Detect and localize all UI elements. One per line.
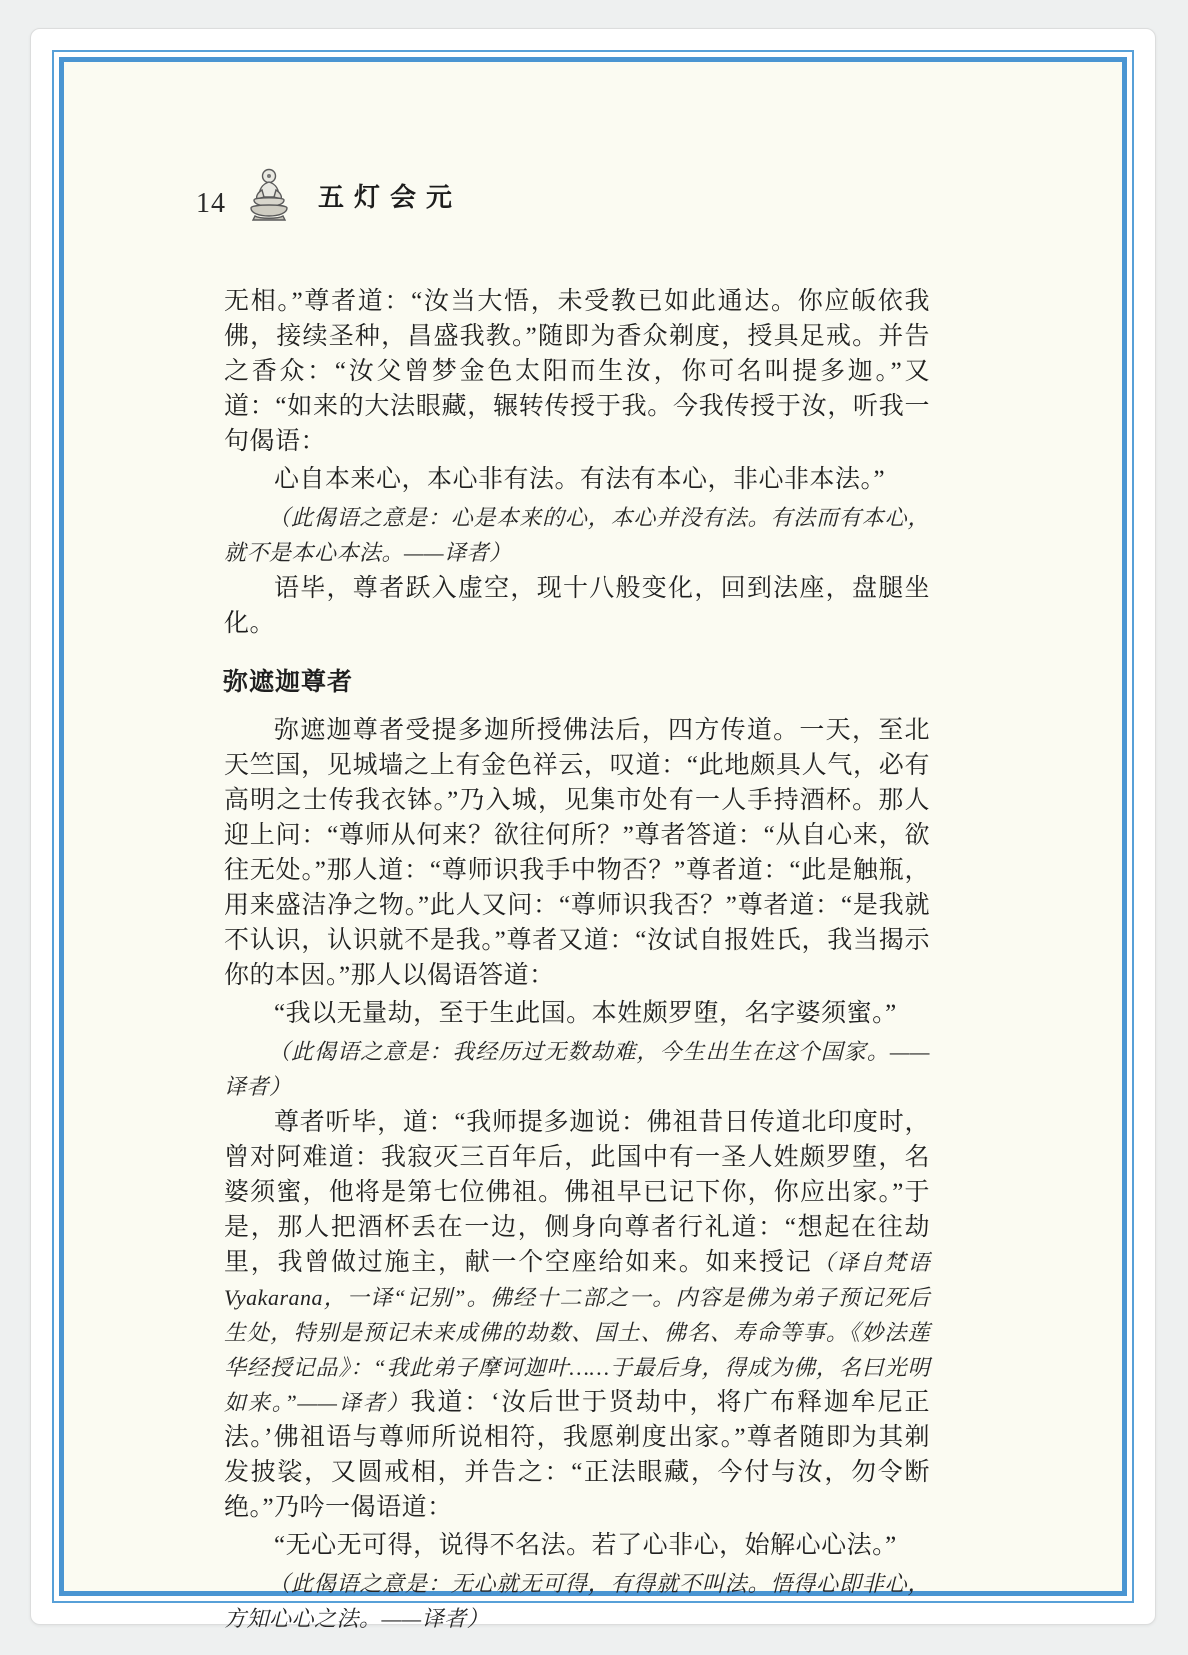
page-number: 14 bbox=[196, 188, 226, 219]
body-text bbox=[224, 284, 930, 1636]
page-content bbox=[64, 62, 1122, 1631]
paragraph-1: 弥遮迦尊者受提多迦所授佛法后，四方传道。一天，至北天竺国，见城墙之上有金色祥云，叹道：“此地颇具人气，必有高明之士传我衣钵。”乃入城，见集市处有一人手持酒杯。那人迎上问：“尊师从何来？欲往何所？”尊者答道：“从自心来，欲往无处。”那人道：“尊师识我手中物否？”尊者道：“此是触瓶，用来盛洁净之物。”此人又问：“尊师识我否？”尊者道：“是我就不认识，认识就不是我。”尊者又道：“汝试自报姓氏，我当揭示你的本因。”那人以偈语答道： bbox=[224, 717, 930, 989]
paragraph-2-opening: 尊者听毕，道：“我师提多迦说：佛祖昔日传道北印度时，曾对阿难道：我寂灭三百年后，此国中有一圣人姓颇罗堕，名婆须蜜，他将是第七位佛祖。佛祖早已记下你，你应出家。”于是，那人把酒杯丢在一边，侧身向尊者行礼道：“想起在往劫里，我曾做过施主，献一个空座给如来。如来授记 bbox=[224, 1109, 930, 1276]
page-sheet bbox=[30, 28, 1156, 1631]
paragraph-closing-section1: 语毕，尊者跃入虚空，现十八般变化，回到法座，盘腿坐化。 bbox=[224, 575, 930, 637]
section-heading: 弥遮迦尊者 bbox=[223, 668, 354, 696]
translator-note-3: （此偈语之意是：无心就无可得，有得就不叫法。悟得心即非心，方知心心之法。——译者） bbox=[224, 1571, 930, 1631]
decorative-frame-inner bbox=[59, 57, 1127, 1631]
book-title: 五灯会元 bbox=[318, 182, 463, 212]
paragraph-continued: 无相。”尊者道：“汝当大悟，未受教已如此通达。你应皈依我佛，接续圣种，昌盛我教。”随即为香众剃度，授具足戒。并告之香众：“汝父曾梦金色太阳而生汝，你可名叫提多迦。”又道：“如来的大法眼藏，辗转传授于我。今我传授于汝，听我一句偈语： bbox=[224, 288, 930, 455]
inline-translator-note: （译自梵语 Vyakarana，一译“记别”。佛经十二部之一。内容是佛为弟子预记死后生处，特别是预记未来成佛的劫数、国土、佛名、寿命等事。《妙法莲华经授记品》：“我此弟子摩诃迦叶……于最后身，得成为佛，名曰光明如来。”——译者） bbox=[224, 1250, 930, 1415]
verse-line-2: “我以无量劫，至于生此国。本姓颇罗堕，名字婆须蜜。” bbox=[274, 1000, 897, 1027]
buddha-icon bbox=[242, 166, 294, 222]
paragraph-2-closing: 我道：‘汝后世于贤劫中，将广布释迦牟尼正法。’佛祖语与尊师所说相符，我愿剃度出家。”尊者随即为其剃发披裟，又圆戒相，并告之：“正法眼藏，今付与汝，勿令断绝。”乃吟一偈语道： bbox=[224, 1389, 931, 1521]
translator-note-1: （此偈语之意是：心是本来的心，本心并没有法。有法而有本心，就不是本心本法。——译者） bbox=[224, 505, 930, 565]
translator-note-2: （此偈语之意是：我经历过无数劫难，今生出生在这个国家。——译者） bbox=[224, 1039, 930, 1099]
paragraph-2 bbox=[224, 1105, 930, 1525]
verse-line-3: “无心无可得，说得不名法。若了心非心，始解心心法。” bbox=[274, 1532, 897, 1559]
page-header bbox=[196, 168, 930, 222]
decorative-frame-outer bbox=[52, 50, 1134, 1631]
verse-line-1: 心自本来心，本心非有法。有法有本心，非心非本法。” bbox=[274, 466, 886, 493]
